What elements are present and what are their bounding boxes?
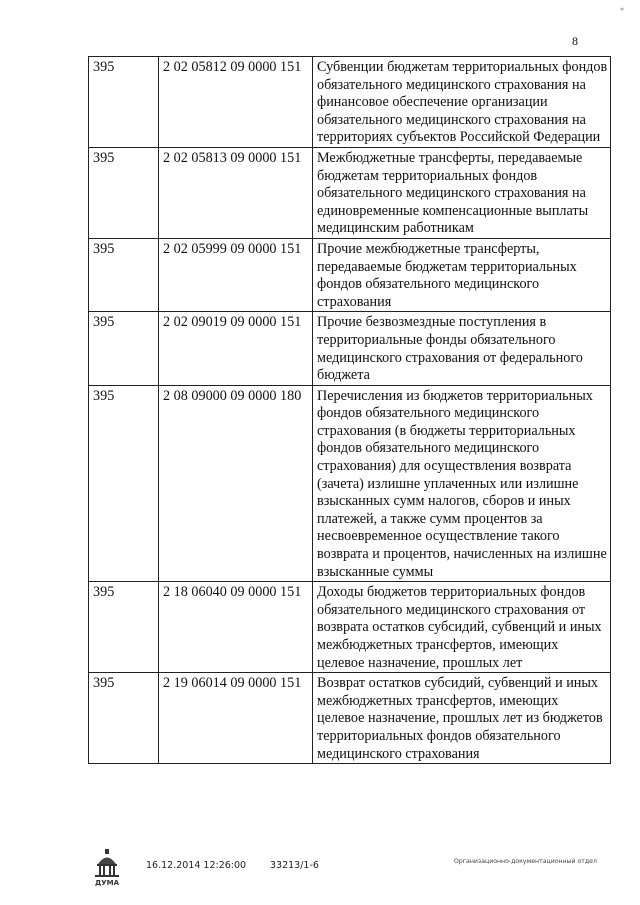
corner-mark: * — [620, 6, 624, 15]
footer-date: 16.12.2014 12:26:00 — [146, 860, 247, 871]
footer-department: Организационно-документационный отдел — [454, 858, 597, 865]
table-row — [89, 385, 611, 582]
admin-code-cell: 395 — [89, 238, 159, 311]
table-row — [89, 57, 611, 148]
footer — [0, 838, 640, 898]
table-row — [89, 673, 611, 764]
income-name-cell: Доходы бюджетов территориальных фондов обязательного медицинского страхования от возврата остатков субсидий, субвенций и иных межбюджетных трансфертов, имеющих целевое назначение, прошлых лет — [313, 582, 611, 673]
footer-doc-number: 33213/1-6 — [270, 860, 319, 871]
income-name-cell: Субвенции бюджетам территориальных фондов обязательного медицинского страхования на финансовое обеспечение организации обязательного медицинского страхования на территориях субъектов Российской Федерации — [313, 57, 611, 148]
admin-code-cell: 395 — [89, 147, 159, 238]
page-number: 8 — [572, 34, 578, 48]
admin-code-cell: 395 — [89, 385, 159, 582]
income-name-cell: Перечисления из бюджетов территориальных фондов обязательного медицинского страхования (в бюджеты территориальных фондов обязательного медицинского страхования) для осуществления возврата (зачета) излишне уплаченных или излишне взысканных сумм налогов, сборов и иных платежей, а также сумм процентов за несвоевременное осуществление такого возврата и процентов, начисленных на излишне взысканные суммы — [313, 385, 611, 582]
table-row — [89, 582, 611, 673]
income-name-cell: Межбюджетные трансферты, передаваемые бюджетам территориальных фондов обязательного медицинского страхования на единовременные компенсационные выплаты медицинским работникам — [313, 147, 611, 238]
kbk-code-cell: 2 18 06040 09 0000 151 — [159, 582, 313, 673]
kbk-code-cell: 2 02 05812 09 0000 151 — [159, 57, 313, 148]
income-name-cell: Возврат остатков субсидий, субвенций и иных межбюджетных трансфертов, имеющих целевое назначение, прошлых лет из бюджетов территориальных фондов обязательного медицинского страхования — [313, 673, 611, 764]
kbk-code-cell: 2 19 06014 09 0000 151 — [159, 673, 313, 764]
budget-classification-table — [88, 56, 611, 764]
income-name-cell: Прочие безвозмездные поступления в территориальные фонды обязательного медицинского страхования от федерального бюджета — [313, 312, 611, 385]
admin-code-cell: 395 — [89, 673, 159, 764]
duma-logo-icon — [92, 848, 122, 888]
table-body — [89, 57, 611, 764]
kbk-code-cell: 2 08 09000 09 0000 180 — [159, 385, 313, 582]
table-row — [89, 147, 611, 238]
table-row — [89, 312, 611, 385]
table-row — [89, 238, 611, 311]
kbk-code-cell: 2 02 05813 09 0000 151 — [159, 147, 313, 238]
admin-code-cell: 395 — [89, 57, 159, 148]
kbk-code-cell: 2 02 05999 09 0000 151 — [159, 238, 313, 311]
kbk-code-cell: 2 02 09019 09 0000 151 — [159, 312, 313, 385]
admin-code-cell: 395 — [89, 312, 159, 385]
logo-text: ДУМА — [94, 879, 120, 887]
admin-code-cell: 395 — [89, 582, 159, 673]
income-name-cell: Прочие межбюджетные трансферты, передаваемые бюджетам территориальных фондов обязательного медицинского страхования — [313, 238, 611, 311]
